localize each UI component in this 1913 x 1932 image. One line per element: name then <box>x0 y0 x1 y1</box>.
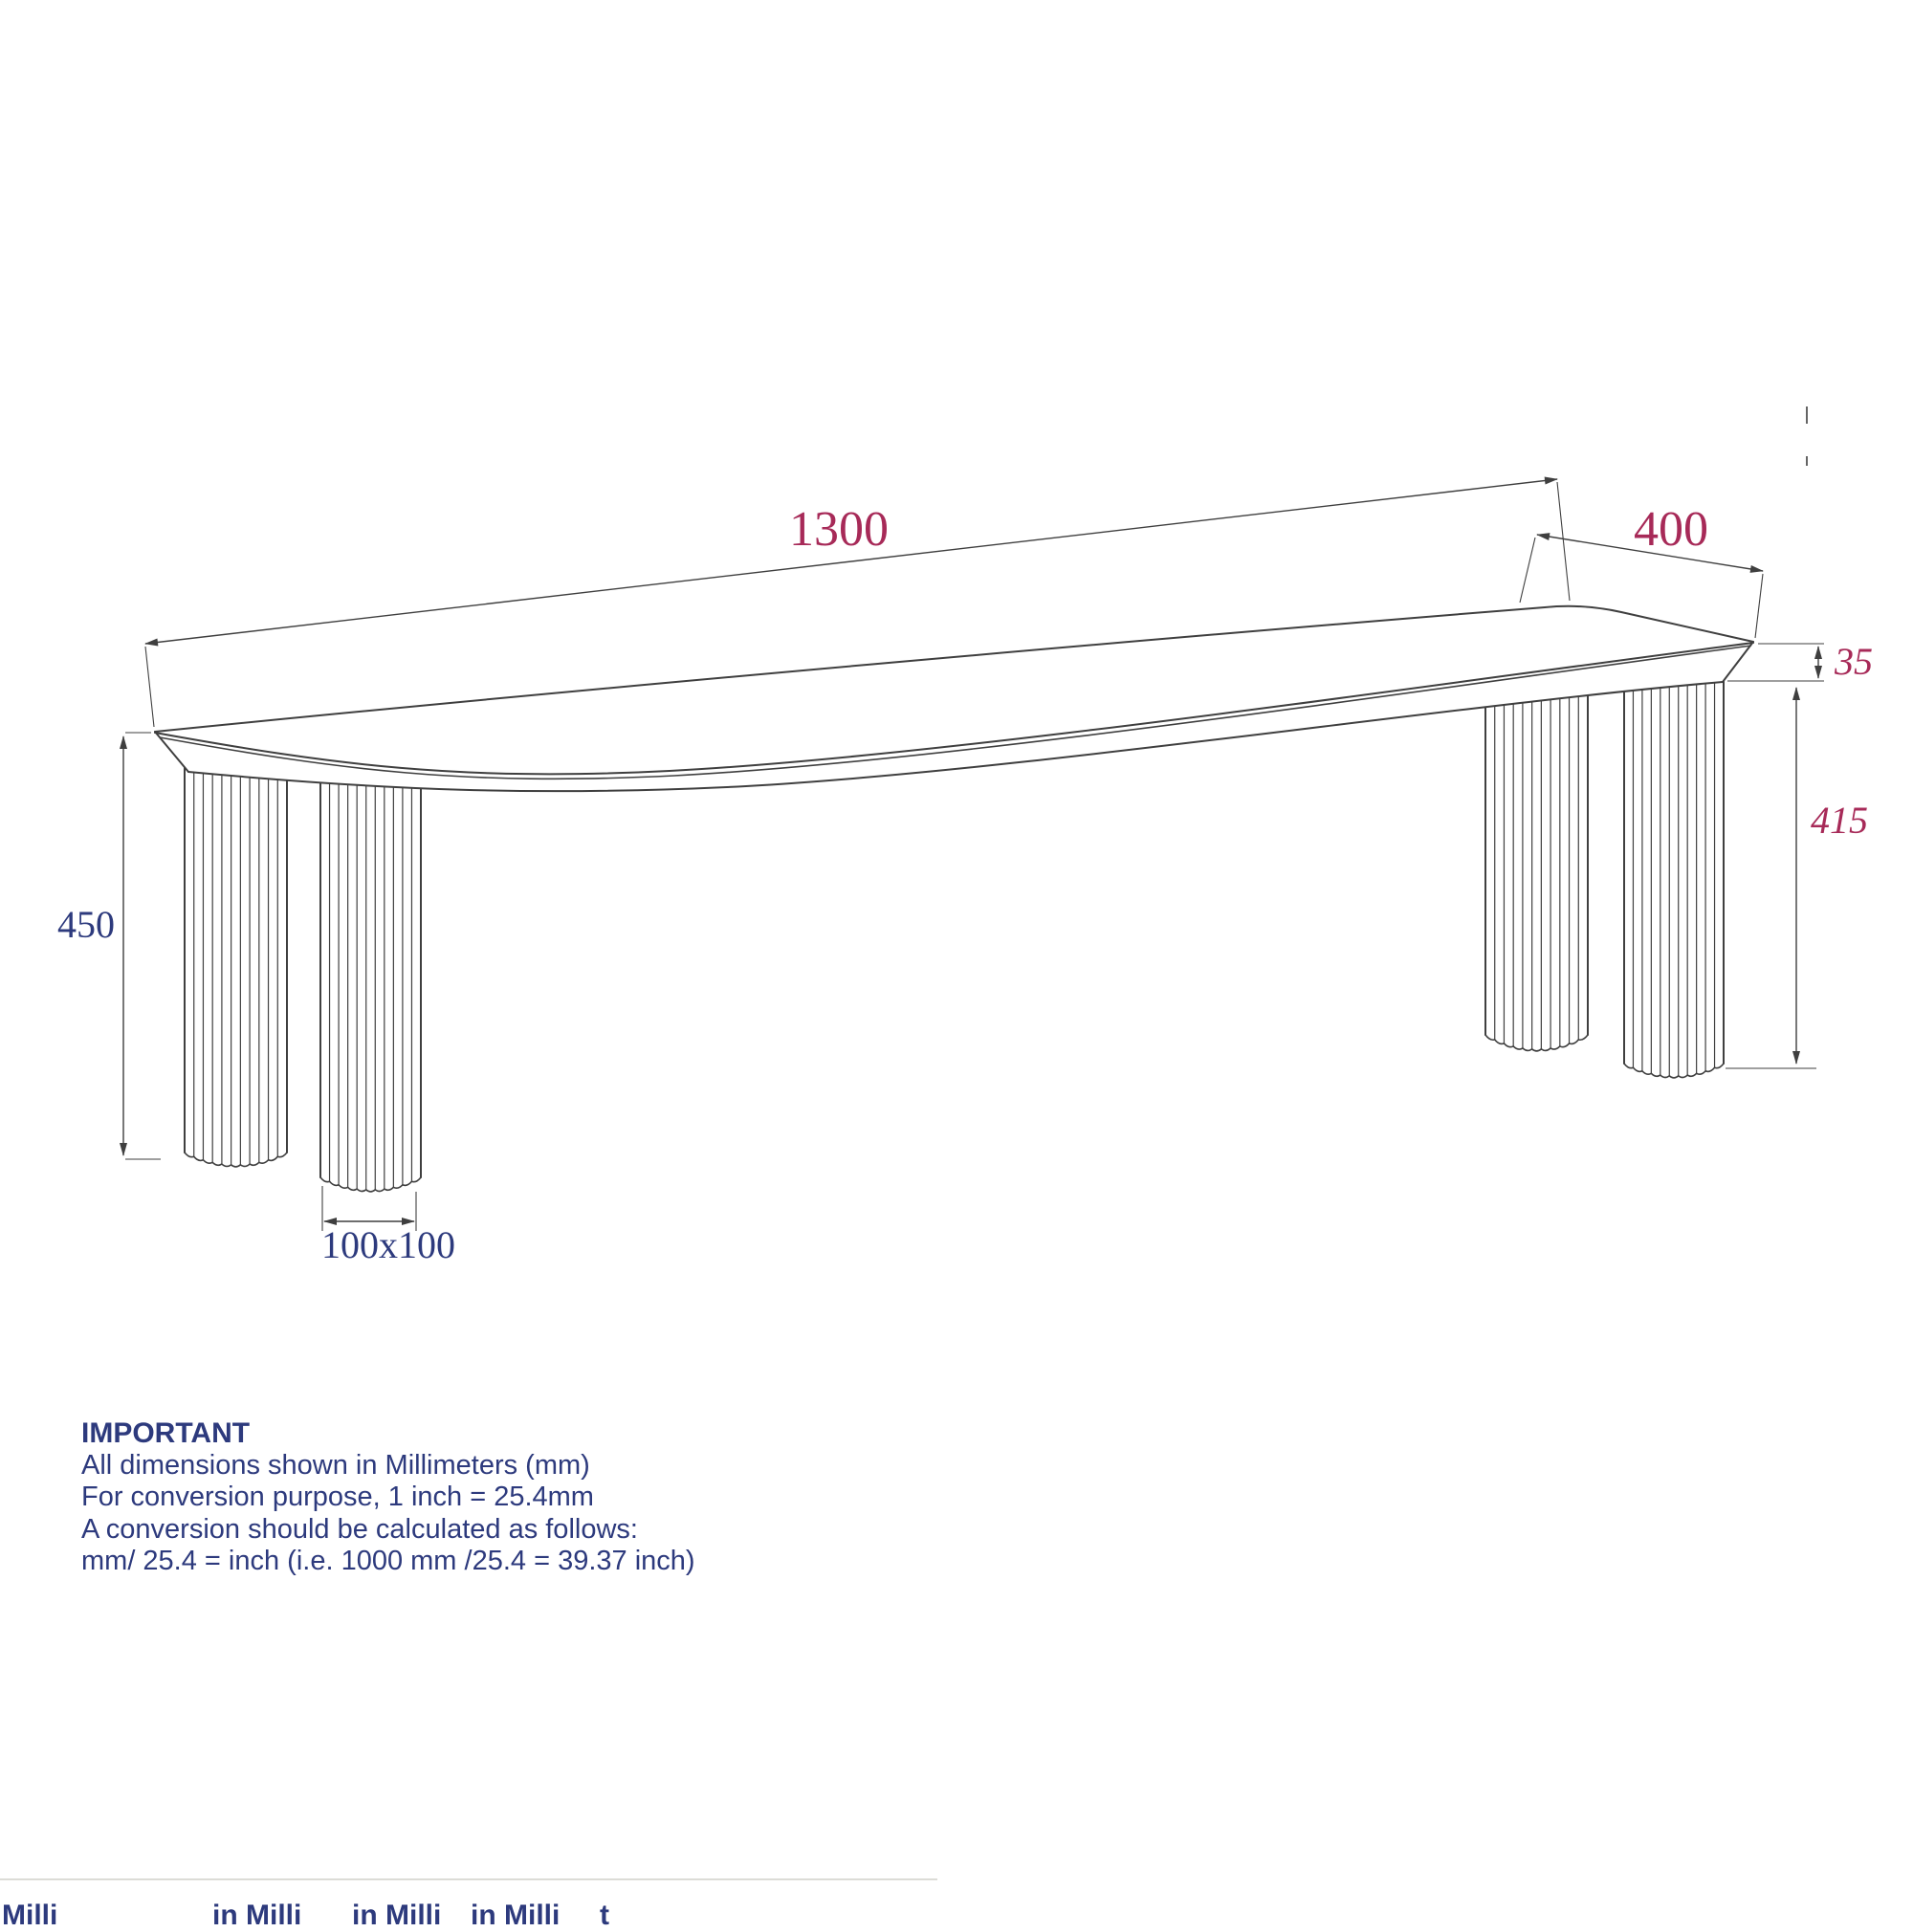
important-note-line: mm/ 25.4 = inch (i.e. 1000 mm /25.4 = 39.37 inch) <box>81 1546 695 1576</box>
important-note-heading: IMPORTANT <box>81 1417 251 1449</box>
dim-leg-height-label: 415 <box>1811 799 1868 842</box>
clipped-footer-text: t <box>600 1899 609 1931</box>
dim-length-label: 1300 <box>789 502 889 557</box>
cropped-table-border <box>0 1878 937 1880</box>
important-note-line: For conversion purpose, 1 inch = 25.4mm <box>81 1482 594 1512</box>
clipped-footer-text: Milli <box>2 1899 58 1931</box>
dim-depth-label: 400 <box>1634 502 1708 557</box>
dimension-leg-size <box>321 1186 455 1266</box>
dimension-leg-height <box>1726 688 1868 1068</box>
important-note-line: A conversion should be calculated as follows: <box>81 1513 638 1545</box>
dimension-overall-height <box>57 733 161 1159</box>
clipped-footer-text: in Milli <box>352 1899 442 1931</box>
important-note-line: All dimensions shown in Millimeters (mm) <box>81 1449 590 1481</box>
clipped-footer-text: in Milli <box>212 1899 302 1931</box>
dim-overall-height-label: 450 <box>57 903 115 946</box>
important-note <box>81 1417 808 1578</box>
clipped-footer-text: in Milli <box>471 1899 561 1931</box>
dim-leg-size-label: 100x100 <box>321 1223 455 1266</box>
dim-top-thickness-label: 35 <box>1835 640 1873 683</box>
